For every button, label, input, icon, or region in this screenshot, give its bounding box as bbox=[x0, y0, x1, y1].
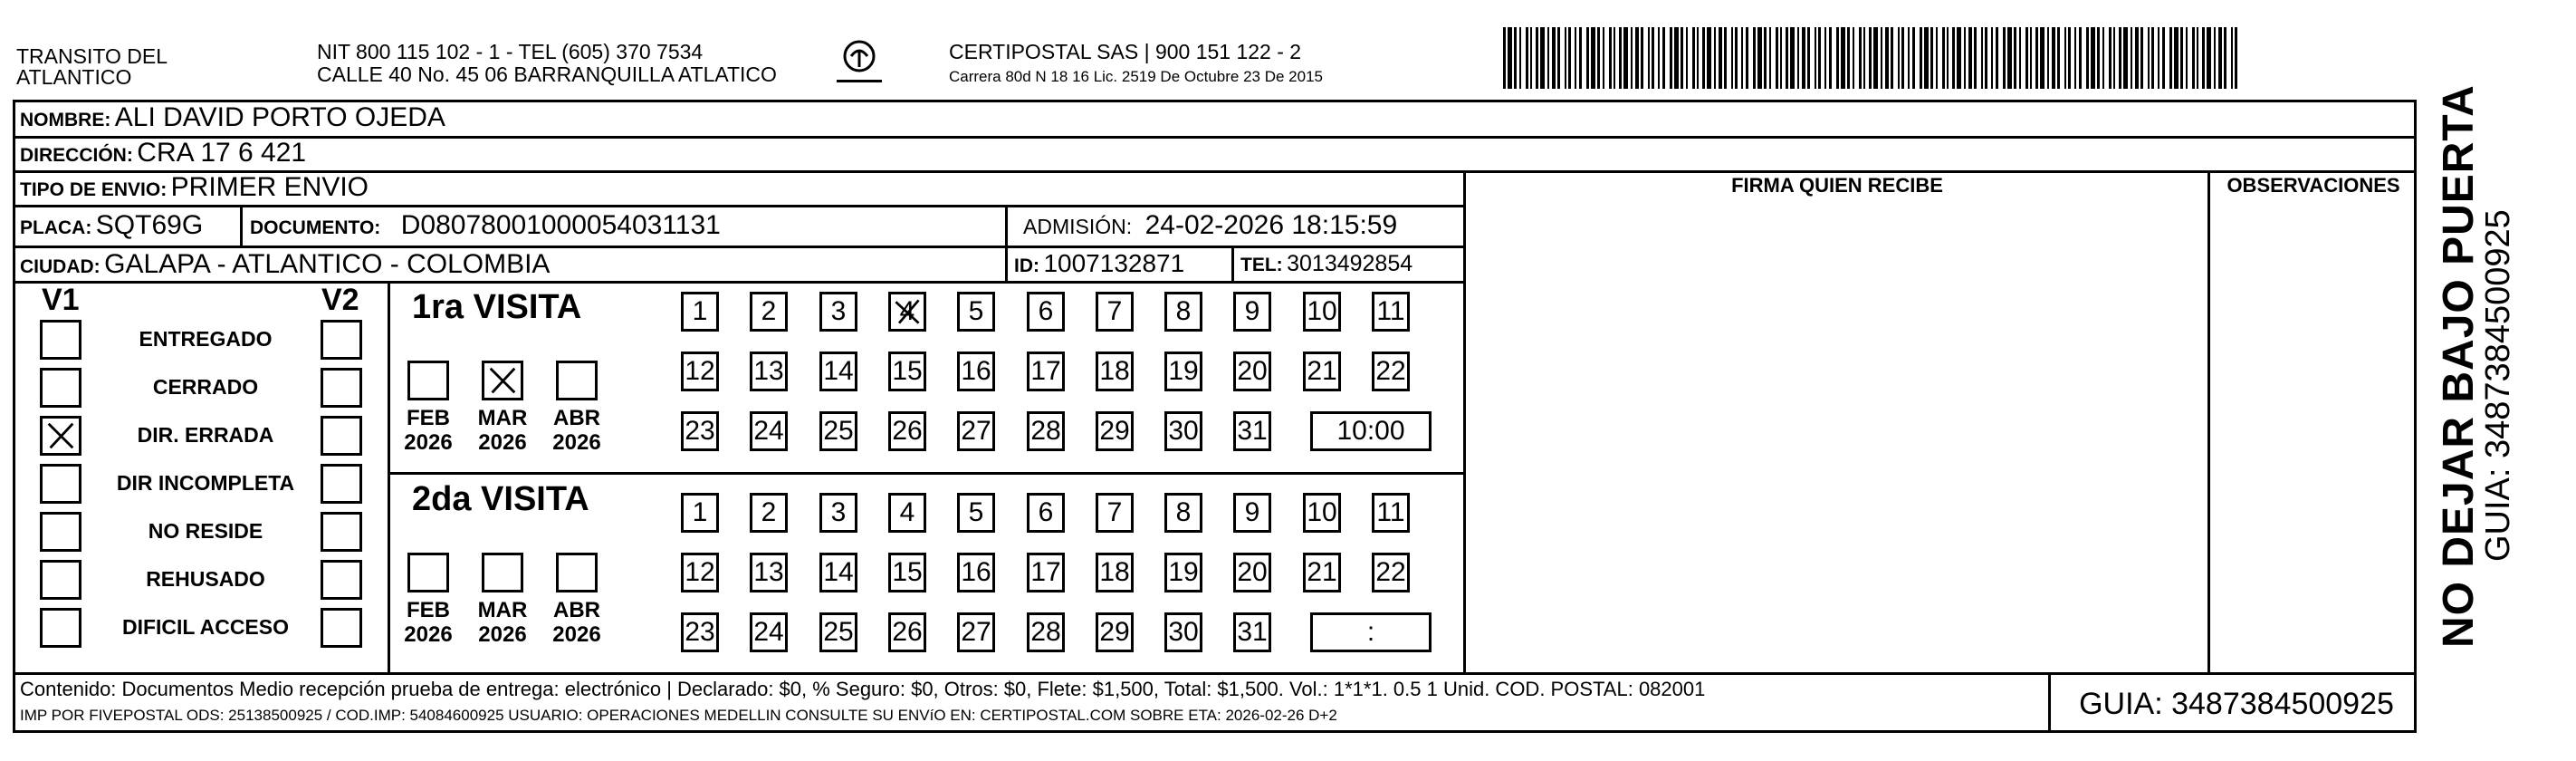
day-box[interactable]: 29 bbox=[1096, 411, 1134, 451]
v2-checkbox[interactable] bbox=[321, 512, 362, 552]
tel-value: 3013492854 bbox=[1287, 251, 1413, 276]
month-label: MAR 2026 bbox=[477, 406, 528, 455]
day-box[interactable]: 30 bbox=[1164, 612, 1202, 652]
day-box[interactable]: 26 bbox=[888, 612, 926, 652]
divider bbox=[13, 246, 1466, 248]
day-box[interactable]: 11 bbox=[1372, 493, 1410, 533]
tel-field bbox=[1240, 251, 1412, 277]
footer-guia: GUIA: 3487384500925 bbox=[2079, 687, 2394, 721]
tipo-envio-field bbox=[20, 172, 369, 203]
day-box[interactable]: 21 bbox=[1303, 553, 1341, 592]
day-box[interactable]: 6 bbox=[1027, 493, 1065, 533]
day-box[interactable]: 20 bbox=[1233, 553, 1271, 592]
status-option-label: DIR INCOMPLETA bbox=[116, 471, 295, 495]
day-box[interactable]: 20 bbox=[1233, 352, 1271, 391]
time-box[interactable]: 10:00 bbox=[1310, 411, 1432, 451]
nit-line1: NIT 800 115 102 - 1 - TEL (605) 370 7534 bbox=[317, 40, 704, 63]
tipo-envio-label: TIPO DE ENVIO: bbox=[20, 179, 168, 200]
day-box[interactable]: 19 bbox=[1164, 352, 1202, 391]
day-box[interactable]: 18 bbox=[1096, 352, 1134, 391]
month-label: FEB 2026 bbox=[404, 406, 453, 455]
certipostal-logo bbox=[831, 38, 887, 91]
divider bbox=[1463, 170, 1466, 674]
day-box[interactable]: 1 bbox=[681, 292, 719, 332]
day-box[interactable]: 23 bbox=[681, 612, 719, 652]
firma-label: FIRMA QUIEN RECIBE bbox=[1731, 174, 1943, 197]
day-box[interactable]: 24 bbox=[750, 411, 788, 451]
day-box[interactable]: 27 bbox=[957, 411, 995, 451]
v2-label: V2 bbox=[321, 283, 359, 317]
day-box[interactable]: 4 bbox=[888, 493, 926, 533]
day-box[interactable]: 12 bbox=[681, 352, 719, 391]
day-box[interactable]: 10 bbox=[1303, 493, 1341, 533]
v2-checkbox[interactable] bbox=[321, 464, 362, 504]
day-box[interactable]: 30 bbox=[1164, 411, 1202, 451]
divider bbox=[1231, 246, 1234, 283]
day-box[interactable]: 23 bbox=[681, 411, 719, 451]
id-label: ID: bbox=[1014, 255, 1039, 276]
v1-checkbox[interactable] bbox=[40, 320, 81, 360]
day-box[interactable]: 28 bbox=[1027, 612, 1065, 652]
divider bbox=[240, 205, 243, 248]
status-option-label: ENTREGADO bbox=[139, 327, 273, 351]
day-box[interactable]: 31 bbox=[1233, 411, 1271, 451]
time-box[interactable]: : bbox=[1310, 612, 1432, 652]
day-box[interactable]: 7 bbox=[1096, 292, 1134, 332]
divider bbox=[1005, 205, 1008, 283]
month-checkbox[interactable] bbox=[407, 361, 449, 400]
day-box[interactable]: 16 bbox=[957, 352, 995, 391]
day-box[interactable]: 16 bbox=[957, 553, 995, 592]
tel-label: TEL: bbox=[1240, 255, 1283, 275]
v2-checkbox[interactable] bbox=[321, 608, 362, 648]
day-box[interactable]: 10 bbox=[1303, 292, 1341, 332]
admision-value: 24-02-2026 18:15:59 bbox=[1144, 210, 1398, 240]
day-box[interactable]: 9 bbox=[1233, 493, 1271, 533]
day-box[interactable]: 19 bbox=[1164, 553, 1202, 592]
v1-checkbox[interactable] bbox=[40, 560, 81, 600]
ciudad-field bbox=[20, 249, 550, 280]
v2-checkbox[interactable] bbox=[321, 368, 362, 408]
day-box[interactable]: 25 bbox=[819, 411, 857, 451]
divider bbox=[13, 205, 1466, 207]
day-box[interactable]: 3 bbox=[819, 292, 857, 332]
day-box[interactable]: 27 bbox=[957, 612, 995, 652]
divider bbox=[13, 170, 2417, 173]
day-box[interactable]: 8 bbox=[1164, 493, 1202, 533]
day-box[interactable]: 13 bbox=[750, 352, 788, 391]
day-box[interactable]: 4 bbox=[888, 292, 926, 332]
documento-value: D08078001000054031131 bbox=[400, 210, 721, 240]
status-option-label: CERRADO bbox=[152, 375, 259, 399]
day-box[interactable]: 15 bbox=[888, 553, 926, 592]
nit-line2: CALLE 40 No. 45 06 BARRANQUILLA ATLATICO bbox=[317, 63, 777, 86]
placa-label: PLACA: bbox=[20, 217, 92, 238]
day-box[interactable]: 25 bbox=[819, 612, 857, 652]
divider bbox=[13, 281, 1466, 284]
v2-checkbox[interactable] bbox=[321, 320, 362, 360]
ciudad-value: GALAPA - ATLANTICO - COLOMBIA bbox=[104, 249, 551, 279]
nombre-label: NOMBRE: bbox=[20, 110, 111, 130]
divider bbox=[13, 136, 2417, 139]
day-box[interactable]: 21 bbox=[1303, 352, 1341, 391]
day-box[interactable]: 5 bbox=[957, 493, 995, 533]
month-label: FEB 2026 bbox=[404, 598, 453, 647]
day-box[interactable]: 7 bbox=[1096, 493, 1134, 533]
admision-label: ADMISIÓN: bbox=[1023, 215, 1133, 238]
month-label: MAR 2026 bbox=[477, 598, 528, 647]
carrier-line1: CERTIPOSTAL SAS | 900 151 122 - 2 bbox=[949, 40, 1302, 63]
admision-field bbox=[1023, 210, 1397, 241]
month-checkbox[interactable] bbox=[407, 553, 449, 592]
contenido-text: Contenido: Documentos Medio recepción prueba de entrega: electrónico | Declarado: $0, % Seguro: $0, Otros: $0, Flete: $1,500, Total: $1,500. Vol.: 1*1*1. 0.5 1 Unid. COD. POSTAL: 082001 bbox=[20, 678, 1706, 700]
tipo-envio-value: PRIMER ENVIO bbox=[170, 172, 369, 202]
v1-checkbox[interactable] bbox=[40, 368, 81, 408]
status-option-label: DIR. ERRADA bbox=[137, 423, 274, 447]
side-guia: GUIA: 3487384500925 bbox=[2479, 209, 2517, 562]
divider bbox=[13, 672, 2417, 675]
ciudad-label: CIUDAD: bbox=[20, 256, 101, 277]
no-dejar-notice: NO DEJAR BAJO PUERTA bbox=[2435, 84, 2483, 648]
org-name-line2: ATLANTICO bbox=[16, 65, 132, 89]
documento-field bbox=[250, 210, 721, 241]
day-box[interactable]: 22 bbox=[1372, 553, 1410, 592]
status-option-label: NO RESIDE bbox=[148, 519, 263, 543]
v1-label: V1 bbox=[42, 283, 80, 317]
month-label: ABR 2026 bbox=[552, 598, 601, 647]
day-box[interactable]: 17 bbox=[1027, 352, 1065, 391]
status-option-label: REHUSADO bbox=[146, 567, 265, 591]
day-box[interactable]: 12 bbox=[681, 553, 719, 592]
day-check-mark bbox=[891, 294, 924, 329]
day-box[interactable]: 2 bbox=[750, 493, 788, 533]
visit2-title: 2da VISITA bbox=[412, 480, 589, 518]
visit1-title: 1ra VISITA bbox=[412, 288, 582, 326]
nombre-value: ALI DAVID PORTO OJEDA bbox=[114, 102, 445, 132]
day-box[interactable]: 31 bbox=[1233, 612, 1271, 652]
v1-checkbox[interactable] bbox=[40, 416, 81, 456]
v1-checkbox[interactable] bbox=[40, 608, 81, 648]
month-checkbox[interactable] bbox=[556, 553, 598, 592]
v1-checkbox[interactable] bbox=[40, 464, 81, 504]
imp-text: IMP POR FIVEPOSTAL ODS: 25138500925 / COD.IMP: 54084600925 USUARIO: OPERACIONES MEDELLIN CONSULTE SU ENVíO EN: CERTIPOSTAL.COM SOBRE ETA: 2026-02-26 D+2 bbox=[20, 707, 1337, 724]
day-box[interactable]: 2 bbox=[750, 292, 788, 332]
placa-field bbox=[20, 210, 203, 241]
day-box[interactable]: 8 bbox=[1164, 292, 1202, 332]
day-box[interactable]: 6 bbox=[1027, 292, 1065, 332]
day-box[interactable]: 3 bbox=[819, 493, 857, 533]
day-box[interactable]: 1 bbox=[681, 493, 719, 533]
day-box[interactable]: 22 bbox=[1372, 352, 1410, 391]
day-box[interactable]: 9 bbox=[1233, 292, 1271, 332]
day-box[interactable]: 26 bbox=[888, 411, 926, 451]
month-label: ABR 2026 bbox=[552, 406, 601, 455]
day-box[interactable]: 14 bbox=[819, 352, 857, 391]
day-box[interactable]: 15 bbox=[888, 352, 926, 391]
observaciones-label: OBSERVACIONES bbox=[2226, 174, 2400, 197]
barcode bbox=[1503, 27, 2241, 89]
divider bbox=[2048, 672, 2051, 733]
day-box[interactable]: 29 bbox=[1096, 612, 1134, 652]
v1-checkbox[interactable] bbox=[40, 512, 81, 552]
id-field bbox=[1014, 249, 1184, 278]
direccion-field bbox=[20, 138, 306, 169]
placa-value: SQT69G bbox=[95, 210, 204, 240]
day-box[interactable]: 13 bbox=[750, 553, 788, 592]
nombre-field bbox=[20, 102, 445, 133]
day-box[interactable]: 24 bbox=[750, 612, 788, 652]
divider bbox=[388, 472, 1465, 475]
carrier-line2: Carrera 80d N 18 16 Lic. 2519 De Octubre 23 De 2015 bbox=[949, 68, 1323, 85]
direccion-value: CRA 17 6 421 bbox=[137, 138, 307, 168]
month-checkbox[interactable] bbox=[556, 361, 598, 400]
divider bbox=[388, 281, 390, 674]
day-box[interactable]: 11 bbox=[1372, 292, 1410, 332]
day-box[interactable]: 14 bbox=[819, 553, 857, 592]
day-box[interactable]: 17 bbox=[1027, 553, 1065, 592]
v2-checkbox[interactable] bbox=[321, 560, 362, 600]
day-box[interactable]: 5 bbox=[957, 292, 995, 332]
v2-checkbox[interactable] bbox=[321, 416, 362, 456]
day-box[interactable]: 18 bbox=[1096, 553, 1134, 592]
status-option-label: DIFICIL ACCESO bbox=[121, 615, 289, 639]
id-value: 1007132871 bbox=[1043, 249, 1185, 277]
direccion-label: DIRECCIÓN: bbox=[20, 145, 133, 166]
month-checkbox[interactable] bbox=[482, 553, 523, 592]
day-box[interactable]: 28 bbox=[1027, 411, 1065, 451]
org-name-line1: TRANSITO DEL bbox=[16, 44, 168, 68]
documento-label: DOCUMENTO: bbox=[250, 217, 381, 238]
divider bbox=[2207, 170, 2210, 674]
month-checkbox[interactable] bbox=[482, 361, 523, 400]
